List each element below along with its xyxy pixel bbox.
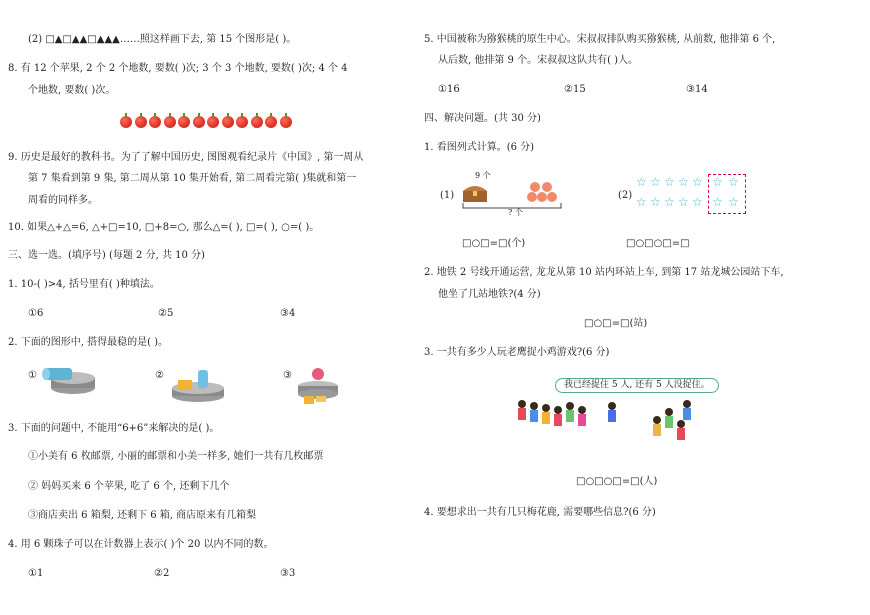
figure-3-icon [294, 366, 354, 406]
s4-text: 4. 用 6 颗珠子可以在计数器上表示( )个 20 以内不同的数。 [8, 539, 274, 550]
star-icon: ☆ [664, 195, 675, 209]
star-icon: ☆ [650, 195, 661, 209]
apple-icon [265, 116, 277, 128]
option: ①6 [28, 308, 44, 319]
p3-text: 3. 一共有多少人玩老鹰捉小鸡游戏?(6 分) [424, 347, 610, 358]
p1a-count: 9 个 [475, 171, 491, 180]
child-icon [566, 402, 574, 422]
star-icon: ☆ [712, 195, 723, 209]
section3-title: 三、选一选。(填序号) (每题 2 分, 共 10 分) [8, 250, 205, 261]
section4-title: 四、解决问题。(共 30 分) [424, 113, 541, 124]
q9-line3: 周看的同样多。 [28, 195, 98, 206]
child-icon [578, 406, 586, 426]
option: ③14 [686, 84, 708, 95]
child-icon [683, 400, 691, 420]
star-icon: ☆ [692, 195, 703, 209]
p1-text: 1. 看图列式计算。(6 分) [424, 142, 535, 153]
option-label: ① [28, 370, 37, 381]
option: ①1 [28, 568, 44, 579]
child-icon [554, 406, 562, 426]
p1b-equation: □○□○□=□ [626, 238, 690, 249]
q8-line1: 8. 有 12 个苹果, 2 个 2 个地数, 要数( )次; 3 个 3 个地数, 要数( )次; 4 个 4 [8, 63, 348, 74]
apple-icon [120, 116, 132, 128]
s2-figures [28, 366, 348, 406]
option-label: ② [155, 370, 164, 381]
option: ②15 [564, 84, 586, 95]
speech-bubble: 我已经捉住 5 人, 还有 5 人没捉住。 [555, 378, 719, 393]
p2-line2: 他坐了几站地铁?(4 分) [438, 289, 541, 300]
apple-icon [280, 116, 292, 128]
q10-text: 10. 如果△+△=6, △+□=10, □+8=○, 那么△=( ), □=( ), ○=( )。 [8, 222, 320, 233]
option-label: ③ [283, 370, 292, 381]
p1a-label: (1) [440, 190, 455, 201]
apple-icon [236, 116, 248, 128]
s1-text: 1. 10-( )>4, 括号里有( )种填法。 [8, 279, 160, 290]
child-icon [665, 408, 673, 428]
s3-option-c: ③商店卖出 6 箱梨, 还剩下 6 箱, 商店原来有几箱梨 [28, 510, 257, 521]
s3-option-a: ①小美有 6 枚邮票, 小丽的邮票和小美一样多, 她们一共有几枚邮票 [28, 451, 324, 462]
option: ③3 [280, 568, 296, 579]
figure-1-icon [38, 366, 98, 396]
apple-icon [251, 116, 263, 128]
apple-icon [164, 116, 176, 128]
star-icon: ☆ [728, 175, 739, 189]
s2-text: 2. 下面的图形中, 搭得最稳的是( )。 [8, 337, 169, 348]
treasure-chest-icon [462, 183, 488, 203]
p3-equation: □○□○□=□(人) [576, 476, 658, 487]
star-icon: ☆ [664, 175, 675, 189]
apple-icon [149, 116, 161, 128]
q9-line1: 9. 历史是最好的教科书。为了了解中国历史, 图图观看纪录片《中国》, 第一周从 [8, 152, 364, 163]
p2-line1: 2. 地铁 2 号线开通运营, 龙龙从第 10 站内环站上车, 到第 17 站龙城公园站下车, [424, 267, 784, 278]
children-illustration [518, 392, 698, 462]
child-icon [608, 402, 616, 422]
apple-icon [135, 116, 147, 128]
q9-line2: 第 7 集看到第 9 集, 第二周从第 10 集开始看, 第二周看完第( )集就和第一 [28, 173, 357, 184]
option: ③4 [280, 308, 296, 319]
child-icon [530, 402, 538, 422]
option: ②2 [154, 568, 170, 579]
star-icon: ☆ [692, 175, 703, 189]
peach-group-icon [527, 179, 557, 203]
option: ②5 [158, 308, 174, 319]
apples-row [120, 116, 300, 130]
p1b-label: (2) [618, 190, 633, 201]
apple-icon [193, 116, 205, 128]
p2-equation: □○□=□(站) [584, 318, 648, 329]
figure-2-icon [168, 366, 228, 404]
child-icon [653, 416, 661, 436]
apple-icon [207, 116, 219, 128]
child-icon [542, 404, 550, 424]
star-icon: ☆ [636, 175, 647, 189]
s5-line1: 5. 中国被称为猕猴桃的原生中心。宋叔叔排队购买猕猴桃, 从前数, 他排第 6 个, [424, 34, 776, 45]
p1a-unknown: ? 个 [508, 208, 523, 217]
q7-text: (2) □▲□▲▲□▲▲▲……照这样画下去, 第 15 个图形是( )。 [28, 34, 297, 45]
child-icon [677, 420, 685, 440]
apple-icon [178, 116, 190, 128]
star-icon: ☆ [678, 195, 689, 209]
star-icon: ☆ [650, 175, 661, 189]
star-icon: ☆ [678, 175, 689, 189]
s3-option-b: ② 妈妈买来 6 个苹果, 吃了 6 个, 还剩下几个 [28, 481, 230, 492]
stars-group [636, 174, 748, 214]
q8-line2: 个地数, 要数( )次。 [28, 85, 116, 96]
s3-text: 3. 下面的问题中, 不能用“6+6”来解决的是( )。 [8, 423, 220, 434]
apple-icon [222, 116, 234, 128]
child-icon [518, 400, 526, 420]
star-icon: ☆ [636, 195, 647, 209]
p4-text: 4. 要想求出一共有几只梅花鹿, 需要哪些信息?(6 分) [424, 507, 656, 518]
p1a-equation: □○□=□(个) [462, 238, 526, 249]
star-icon: ☆ [712, 175, 723, 189]
star-icon: ☆ [728, 195, 739, 209]
option: ①16 [438, 84, 460, 95]
s5-line2: 从后数, 他排第 9 个。宋叔叔这队共有( )人。 [438, 55, 639, 66]
dashed-box [708, 174, 746, 214]
